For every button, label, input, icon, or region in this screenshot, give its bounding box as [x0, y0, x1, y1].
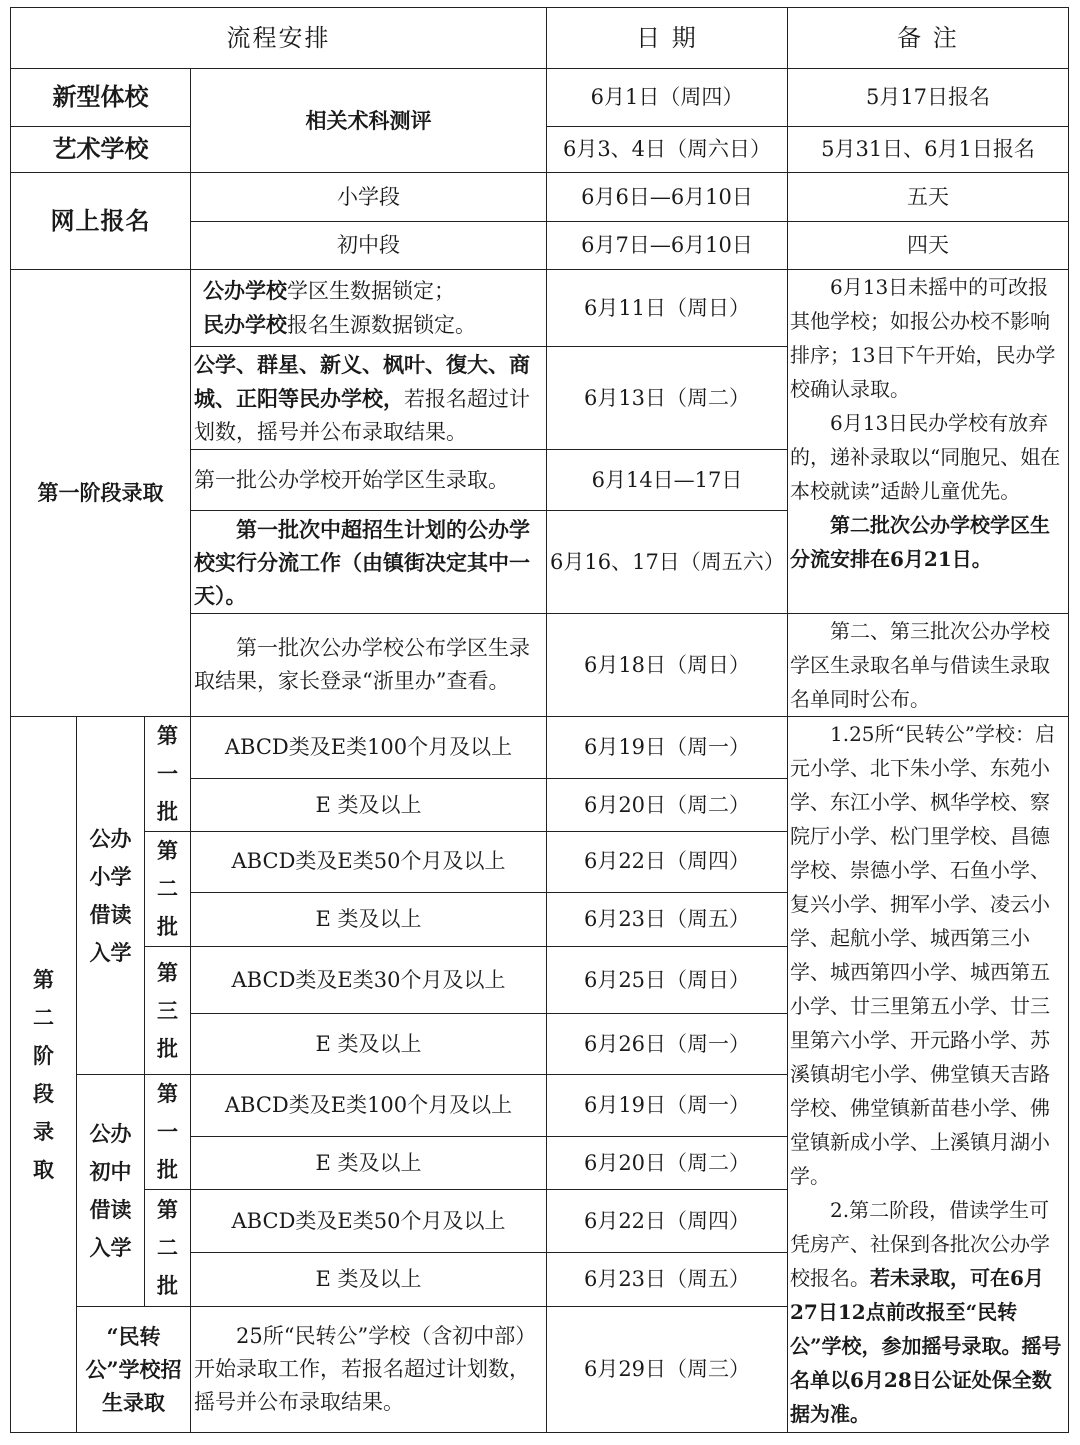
online-date-primary: 6月6日—6月10日	[547, 173, 788, 222]
special-date-2: 6月3、4日（周六日）	[547, 127, 788, 173]
header-process: 流程安排	[11, 8, 547, 69]
stage1-lock-public-text: 学区生数据锁定；	[287, 279, 455, 303]
online-note-middle: 四天	[788, 222, 1069, 270]
art-school-label: 艺术学校	[11, 127, 191, 173]
stage1-date-4: 6月16、17日（周五六）	[547, 511, 788, 614]
stage2-note-2-bold: 若未录取，可在6月27日12点前改报至“民转公”学校，参加摇号录取。摇号名单以6月28日公证处保全数据为准。	[790, 1266, 1062, 1426]
stage2-note	[788, 717, 1069, 1433]
schedule-table	[10, 7, 1069, 1433]
stage2-date-8: 6月20日（周二）	[547, 1137, 788, 1190]
stage1-note-b: 6月13日民办学校有放弃的，递补录取以“同胞兄、姐在本校就读”适龄儿童优先。	[790, 411, 1061, 503]
stage2-cond-1: ABCD类及E类100个月及以上	[191, 717, 547, 779]
stage2-date-1: 6月19日（周一）	[547, 717, 788, 779]
stage2-primary-label: 公办小学借读入学	[77, 717, 145, 1075]
online-note-primary: 五天	[788, 173, 1069, 222]
special-date-1: 6月1日（周四）	[547, 69, 788, 127]
sports-school-label: 新型体校	[11, 69, 191, 127]
online-label: 网上报名	[11, 173, 191, 270]
stage2-mzg-date: 6月29日（周三）	[547, 1307, 788, 1433]
stage2-date-3: 6月22日（周四）	[547, 832, 788, 893]
special-activity: 相关术科测评	[191, 69, 547, 173]
stage1-date-3: 6月14日—17日	[547, 450, 788, 511]
stage1-lottery-text: 若报名超过计划数，摇号并公布录取结果。	[194, 386, 530, 444]
online-date-middle: 6月7日—6月10日	[547, 222, 788, 270]
stage2-label: 第二阶段录取	[11, 717, 77, 1433]
primary-batch-3: 第三批	[145, 947, 191, 1075]
primary-batch-2: 第二批	[145, 832, 191, 947]
stage1-date-1: 6月11日（周日）	[547, 270, 788, 347]
stage2-date-7: 6月19日（周一）	[547, 1075, 788, 1137]
stage1-lock-private-text: 报名生源数据锁定。	[287, 313, 476, 337]
stage2-cond-3: ABCD类及E类50个月及以上	[191, 832, 547, 893]
stage1-date-2: 6月13日（周二）	[547, 347, 788, 450]
stage2-date-5: 6月25日（周日）	[547, 947, 788, 1014]
stage1-note-d-text: 第二、第三批次公办学校学区生录取名单与借读生录取名单同时公布。	[790, 619, 1050, 711]
stage1-results: 第一批次公办学校公布学区生录取结果，家长登录“浙里办”查看。	[191, 614, 547, 717]
stage2-mzg-label: “民转公”学校招生录取	[77, 1307, 191, 1433]
special-row-1	[11, 69, 1069, 127]
stage2-cond-6: E 类及以上	[191, 1014, 547, 1075]
primary-batch-1: 第一批	[145, 717, 191, 832]
stage1-lock	[191, 270, 547, 347]
stage1-date-5: 6月18日（周日）	[547, 614, 788, 717]
online-level-primary: 小学段	[191, 173, 547, 222]
stage1-lock-private-label: 民办学校	[203, 312, 287, 337]
special-note-2: 5月31日、6月1日报名	[788, 127, 1069, 173]
stage1-note-a: 6月13日未摇中的可改报其他学校；如报公办校不影响排序；13日下午开始，民办学校确认录取。	[790, 275, 1056, 401]
stage2-cond-9: ABCD类及E类50个月及以上	[191, 1190, 547, 1253]
stage2-date-9: 6月22日（周四）	[547, 1190, 788, 1253]
stage1-note-d	[788, 614, 1069, 717]
stage1-lottery	[191, 347, 547, 450]
stage2-cond-5: ABCD类及E类30个月及以上	[191, 947, 547, 1014]
special-note-1: 5月17日报名	[788, 69, 1069, 127]
stage2-cond-2: E 类及以上	[191, 779, 547, 832]
header-date: 日 期	[547, 8, 788, 69]
stage1-lottery-schools: 公学、群星、新义、枫叶、復大、商城、正阳等民办学校，	[194, 351, 530, 411]
stage2-cond-7: ABCD类及E类100个月及以上	[191, 1075, 547, 1137]
stage2-mzg-text: 25所“民转公”学校（含初中部）开始录取工作，若报名超过计划数，摇号并公布录取结果。	[191, 1307, 547, 1433]
stage1-diversion: 第一批次中超招生计划的公办学校实行分流工作（由镇街决定其中一天）。	[191, 511, 547, 614]
stage2-date-2: 6月20日（周二）	[547, 779, 788, 832]
stage1-note-main	[788, 270, 1069, 614]
stage2-note-2-text: 2.第二阶段，借读学生可凭房产、社保到各批次公办学校报名。	[790, 1198, 1050, 1290]
header-note: 备 注	[788, 8, 1069, 69]
stage2-note-1: 1.25所“民转公”学校：启元小学、北下朱小学、东苑小学、东江小学、枫华学校、察院厅小学、松门里学校、昌德学校、崇德小学、石鱼小学、复兴小学、拥军小学、凌云小学、起航小学、城西第三小学、城西第四小学、城西第五小学、廿三里第五小学、廿三里第六小学、开元路小学、苏溪镇胡宅小学、佛堂镇天吉路学校、佛堂镇新苗巷小学、佛堂镇新成小学、上溪镇月湖小学。	[790, 722, 1055, 1188]
middle-batch-1: 第一批	[145, 1075, 191, 1190]
online-level-middle: 初中段	[191, 222, 547, 270]
stage2-date-4: 6月23日（周五）	[547, 892, 788, 946]
stage1-row-1	[11, 270, 1069, 347]
stage2-cond-4: E 类及以上	[191, 892, 547, 946]
stage2-cond-8: E 类及以上	[191, 1137, 547, 1190]
stage1-lock-public-label: 公办学校	[203, 278, 287, 303]
stage1-label: 第一阶段录取	[11, 270, 191, 717]
stage2-row-1	[11, 717, 1069, 779]
stage2-date-6: 6月26日（周一）	[547, 1014, 788, 1075]
middle-batch-2: 第二批	[145, 1190, 191, 1307]
stage2-middle-label: 公办初中借读入学	[77, 1075, 145, 1307]
stage2-cond-10: E 类及以上	[191, 1253, 547, 1307]
stage1-note-c: 第二批次公办学校学区生分流安排在6月21日。	[790, 513, 1050, 571]
online-row-1	[11, 173, 1069, 222]
header-row	[11, 8, 1069, 69]
stage2-note-2	[790, 1193, 1066, 1431]
stage2-date-10: 6月23日（周五）	[547, 1253, 788, 1307]
stage1-admission-start: 第一批公办学校开始学区生录取。	[191, 450, 547, 511]
